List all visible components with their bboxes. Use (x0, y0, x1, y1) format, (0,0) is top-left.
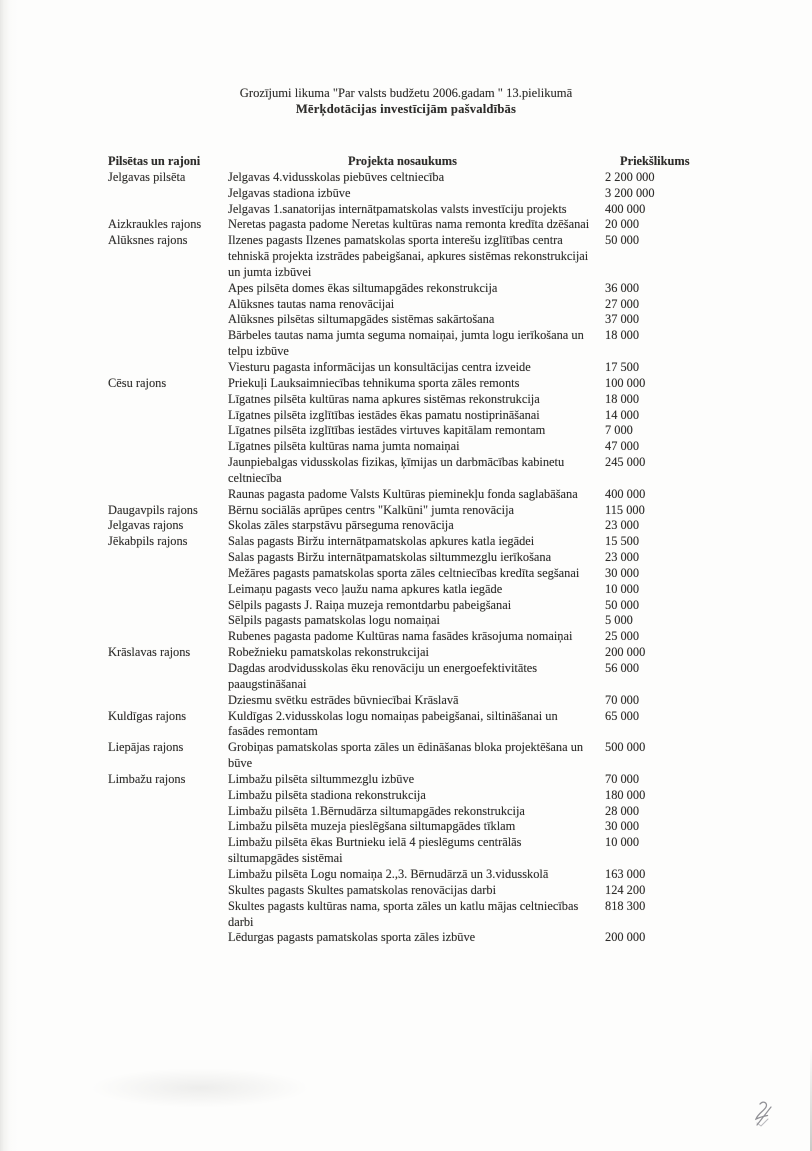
table-row (108, 899, 700, 931)
region-cell (108, 693, 228, 709)
amount-cell: 37 000 (605, 312, 640, 327)
table-row (108, 883, 700, 899)
table-row (108, 202, 700, 218)
amount-cell: 10 000 (605, 835, 640, 850)
table-row (108, 819, 700, 835)
region-cell (108, 804, 228, 820)
handwritten-page-mark (750, 1100, 778, 1132)
table-row (108, 408, 700, 424)
region-cell (108, 392, 228, 408)
amount-cell: 100 000 (605, 375, 646, 390)
table-row (108, 867, 700, 883)
region-cell: Kuldīgas rajons (108, 708, 187, 723)
table-row (108, 392, 700, 408)
project-cell: Jelgavas 4.vidusskolas piebūves celtniecība (228, 169, 445, 184)
region-cell: Daugavpils rajons (108, 502, 198, 517)
project-cell: Viesturu pagasta informācijas un konsultācijas centra izveide (228, 359, 531, 374)
table-row (108, 709, 700, 741)
project-cell: Bērnu sociālās aprūpes centrs "Kalkūni" jumta renovācija (228, 502, 515, 517)
amount-cell: 50 000 (605, 597, 640, 612)
table-row (108, 550, 700, 566)
table-row (108, 281, 700, 297)
table-row (108, 376, 700, 392)
amount-cell: 17 500 (605, 359, 640, 374)
region-cell: Jēkabpils rajons (108, 534, 188, 549)
project-cell: Salas pagasts Biržu internātpamatskolas siltummezglu ierīkošana (228, 550, 552, 565)
amount-cell: 30 000 (605, 565, 640, 580)
table-row (108, 740, 700, 772)
project-cell: Rubenes pagasta padome Kultūras nama fasādes krāsojuma nomaiņai (228, 629, 573, 644)
document-title: Grozījumi likuma "Par valsts budžetu 2006.gadam " 13.pielikumā (239, 86, 573, 100)
table-row (108, 297, 700, 313)
project-cell: Robežnieku pamatskolas rekonstrukcijai (228, 645, 429, 660)
region-cell (108, 281, 228, 297)
table-row (108, 566, 700, 582)
region-cell (108, 439, 228, 455)
project-cell: Skolas zāles starpstāvu pārseguma renovācija (228, 518, 454, 533)
region-cell (108, 186, 228, 202)
amount-cell: 245 000 (605, 455, 646, 470)
project-cell: Raunas pagasta padome Valsts Kultūras pieminekļu fonda saglabāšana (228, 486, 578, 501)
region-cell (108, 867, 228, 883)
region-cell (108, 360, 228, 376)
region-cell: Cēsu rajons (108, 375, 167, 390)
amount-cell: 18 000 (605, 391, 640, 406)
amount-cell: 23 000 (605, 550, 640, 565)
region-cell (108, 582, 228, 598)
region-cell (108, 566, 228, 582)
region-cell (108, 202, 228, 218)
amount-cell: 20 000 (605, 217, 640, 232)
amount-cell: 124 200 (605, 882, 646, 897)
project-cell: Līgatnes pilsēta izglītības iestādes ēkas pamatu nostiprināšanai (228, 407, 540, 422)
amount-cell: 70 000 (605, 771, 640, 786)
table-row (108, 930, 700, 946)
table-row (108, 233, 700, 281)
region-cell: Krāslavas rajons (108, 645, 191, 660)
region-cell: Liepājas rajons (108, 740, 184, 755)
project-cell: Līgatnes pilsēta kultūras nama apkures sistēmas rekonstrukcija (228, 391, 540, 406)
table-row (108, 217, 700, 233)
region-cell: Jelgavas pilsēta (108, 169, 186, 184)
amount-cell: 15 500 (605, 534, 640, 549)
region-cell (108, 423, 228, 439)
column-header-regions: Pilsētas un rajoni (108, 154, 201, 168)
column-header-project: Projekta nosaukums (348, 154, 457, 168)
project-cell: Limbažu pilsēta 1.Bērnudārza siltumapgādes rekonstrukcija (228, 803, 525, 818)
project-cell: Leimaņu pagasts veco ļaužu nama apkures katla iegāde (228, 581, 503, 596)
table-row (108, 835, 700, 867)
table-header-row (108, 154, 700, 170)
project-cell: Dagdas arodvidusskolas ēku renovāciju un energoefektivitātes paaugstināšanai (228, 661, 538, 691)
project-cell: Dziesmu svētku estrādes būvniecībai Krāslavā (228, 692, 459, 707)
project-cell: Alūksnes tautas nama renovācijai (228, 296, 395, 311)
table-row (108, 629, 700, 645)
region-cell (108, 629, 228, 645)
amount-cell: 400 000 (605, 486, 646, 501)
project-cell: Skultes pagasts Skultes pamatskolas renovācijas darbi (228, 882, 497, 897)
amount-cell: 23 000 (605, 518, 640, 533)
table-row (108, 439, 700, 455)
region-cell: Alūksnes rajons (108, 233, 188, 248)
amount-cell: 10 000 (605, 581, 640, 596)
amount-cell: 500 000 (605, 740, 646, 755)
project-cell: Limbažu pilsēta muzeja pieslēgšana siltumapgādes tīklam (228, 819, 516, 834)
region-cell (108, 788, 228, 804)
project-cell: Apes pilsēta domes ēkas siltumapgādes rekonstrukcija (228, 280, 498, 295)
budget-table (108, 154, 700, 946)
amount-cell: 163 000 (605, 866, 646, 881)
amount-cell: 5 000 (605, 613, 633, 628)
region-cell (108, 598, 228, 614)
table-rows (108, 170, 700, 946)
amount-cell: 400 000 (605, 201, 646, 216)
scan-smudge (90, 1068, 310, 1108)
region-cell: Limbažu rajons (108, 771, 186, 786)
amount-cell: 25 000 (605, 629, 640, 644)
region-cell (108, 487, 228, 503)
region-cell (108, 835, 228, 867)
project-cell: Ilzenes pagasts Ilzenes pamatskolas sporta interešu izglītības centra tehniskā projekta izstrādes pabeigšanai, apkures sistēmas rekonstrukcijai un jumta izbūvei (228, 233, 589, 279)
amount-cell: 70 000 (605, 692, 640, 707)
amount-cell: 65 000 (605, 708, 640, 723)
amount-cell: 818 300 (605, 898, 646, 913)
table-row (108, 693, 700, 709)
amount-cell: 36 000 (605, 280, 640, 295)
region-cell: Jelgavas rajons (108, 518, 184, 533)
amount-cell: 200 000 (605, 930, 646, 945)
region-cell (108, 328, 228, 360)
amount-cell: 27 000 (605, 296, 640, 311)
amount-cell: 30 000 (605, 819, 640, 834)
table-row (108, 360, 700, 376)
region-cell (108, 899, 228, 931)
table-row (108, 170, 700, 186)
project-cell: Lēdurgas pagasts pamatskolas sporta zāles izbūve (228, 930, 476, 945)
amount-cell: 7 000 (605, 423, 633, 438)
region-cell (108, 408, 228, 424)
table-row (108, 503, 700, 519)
column-header-amount: Priekšlikums (620, 154, 690, 168)
pen-scribble-icon (750, 1100, 778, 1132)
table-row (108, 518, 700, 534)
project-cell: Sēlpils pagasts J. Raiņa muzeja remontdarbu pabeigšanai (228, 597, 512, 612)
amount-cell: 14 000 (605, 407, 640, 422)
project-cell: Mežāres pagasts pamatskolas sporta zāles celtniecības kredīta segšanai (228, 565, 580, 580)
amount-cell: 2 200 000 (605, 169, 655, 184)
document-title-block (0, 0, 812, 117)
document-subtitle: Mērķdotācijas investīcijām pašvaldībās (295, 101, 517, 116)
amount-cell: 3 200 000 (605, 185, 655, 200)
amount-cell: 200 000 (605, 645, 646, 660)
table-row (108, 772, 700, 788)
project-cell: Kuldīgas 2.vidusskolas logu nomaiņas pabeigšanai, siltināšanai un fasādes remontam (228, 708, 558, 739)
region-cell (108, 613, 228, 629)
table-row (108, 534, 700, 550)
project-cell: Bārbeles tautas nama jumta seguma nomaiņai, jumta logu ierīkošana un telpu izbūve (228, 328, 584, 359)
region-cell (108, 455, 228, 487)
amount-cell: 18 000 (605, 328, 640, 343)
project-cell: Neretas pagasta padome Neretas kultūras nama remonta kredīta dzēšanai (228, 217, 590, 232)
region-cell (108, 819, 228, 835)
region-cell: Aizkraukles rajons (108, 217, 202, 232)
table-row (108, 423, 700, 439)
table-row (108, 312, 700, 328)
project-cell: Jelgavas 1.sanatorijas internātpamatskolas valsts investīciju projekts (228, 201, 567, 216)
project-cell: Līgatnes pilsēta kultūras nama jumta nomaiņai (228, 439, 460, 454)
table-row (108, 645, 700, 661)
table-row (108, 582, 700, 598)
project-cell: Limbažu pilsēta siltummezglu izbūve (228, 771, 415, 786)
table-row (108, 661, 700, 693)
amount-cell: 115 000 (605, 502, 645, 517)
project-cell: Limbažu pilsēta ēkas Burtnieku ielā 4 pieslēgums centrālās siltumapgādes sistēmai (228, 835, 522, 866)
project-cell: Limbažu pilsēta stadiona rekonstrukcija (228, 787, 426, 802)
project-cell: Grobiņas pamatskolas sporta zāles un ēdināšanas bloka projektēšana un būve (228, 740, 584, 771)
project-cell: Skultes pagasts kultūras nama, sporta zāles un katlu mājas celtniecības darbi (228, 898, 579, 929)
project-cell: Jelgavas stadiona izbūve (228, 185, 351, 200)
amount-cell: 56 000 (605, 661, 640, 675)
table-row (108, 613, 700, 629)
amount-cell: 180 000 (605, 787, 646, 802)
region-cell (108, 550, 228, 566)
region-cell (108, 883, 228, 899)
table-row (108, 804, 700, 820)
region-cell (108, 297, 228, 313)
amount-cell: 28 000 (605, 803, 640, 818)
region-cell (108, 661, 228, 693)
table-row (108, 455, 700, 487)
amount-cell: 50 000 (605, 233, 640, 248)
table-row (108, 328, 700, 360)
table-row (108, 598, 700, 614)
table-row (108, 788, 700, 804)
project-cell: Priekuļi Lauksaimniecības tehnikuma sporta zāles remonts (228, 375, 520, 390)
project-cell: Līgatnes pilsēta izglītības iestādes virtuves kapitālam remontam (228, 423, 546, 438)
project-cell: Alūksnes pilsētas siltumapgādes sistēmas sakārtošana (228, 312, 495, 327)
region-cell (108, 930, 228, 946)
table-row (108, 487, 700, 503)
project-cell: Limbažu pilsēta Logu nomaiņa 2.,3. Bērnudārzā un 3.vidusskolā (228, 866, 549, 881)
region-cell (108, 312, 228, 328)
amount-cell: 47 000 (605, 439, 640, 454)
project-cell: Jaunpiebalgas vidusskolas fizikas, ķīmijas un darbmācības kabinetu celtniecība (228, 455, 565, 485)
table-row (108, 186, 700, 202)
project-cell: Salas pagasts Biržu internātpamatskolas apkures katla iegādei (228, 534, 535, 549)
project-cell: Sēlpils pagasts pamatskolas logu nomaiņai (228, 613, 440, 628)
